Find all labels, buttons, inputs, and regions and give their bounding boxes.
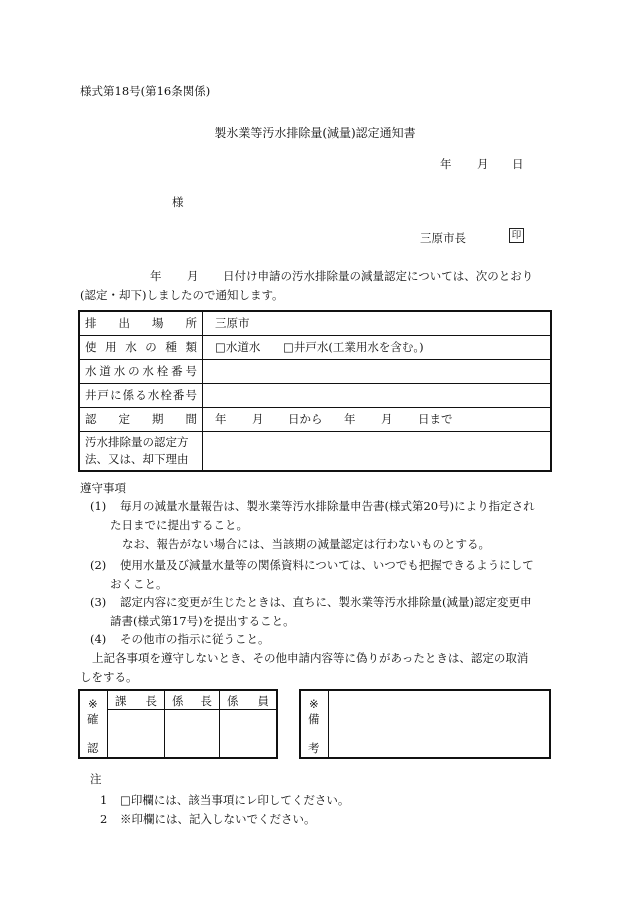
period-to: 日まで	[418, 412, 453, 426]
method-reason-value[interactable]	[203, 431, 552, 471]
closing-line1: 上記各事項を遵守しないとき、その他申請内容等に偽りがあったときは、認定の取消	[92, 651, 529, 665]
note-item	[100, 811, 316, 827]
tap-number-label: 水道水の水栓番号	[79, 359, 203, 383]
date-month-label: 月	[477, 157, 489, 171]
addressee-suffix: 様	[172, 195, 184, 209]
discharge-location-label: 排出場所	[79, 311, 203, 335]
col-staff: 係員	[227, 694, 269, 708]
table-row	[79, 359, 551, 383]
intro-month: 月	[187, 269, 199, 283]
period-month2: 月	[381, 412, 393, 426]
discharge-location-value: 三原市	[203, 311, 552, 335]
note-number: 1	[100, 793, 108, 807]
compliance-item-1	[80, 497, 550, 554]
confirm-label-bottom: 認	[87, 741, 99, 755]
issue-date	[440, 156, 524, 172]
period-value	[203, 407, 552, 431]
well-tap-number-label: 井戸に係る水栓番号	[79, 383, 203, 407]
issuer-name: 三原市長	[420, 231, 466, 245]
notes-heading: 注	[90, 772, 102, 786]
table-row	[79, 311, 551, 335]
document-title: 製氷業等汚水排除量(減量)認定通知書	[214, 126, 416, 140]
note-number: 2	[100, 812, 108, 826]
item-text-note: なお、報告がない場合には、当該期の減量認定は行わないものとする。	[122, 537, 490, 551]
item-text: その他市の指示に従うこと。	[120, 632, 270, 646]
method-reason-label-line2: 法、又は、却下理由	[85, 451, 189, 466]
remarks-label-top: 備	[308, 712, 320, 726]
item-text: 使用水量及び減量水量等の関係資料については、いつでも把握できるようにして	[120, 558, 534, 572]
confirmation-box	[78, 689, 278, 759]
date-day-label: 日	[512, 157, 524, 171]
table-row	[79, 335, 551, 359]
item-text: 認定内容に変更が生じたときは、直ちに、製氷業等汚水排除量(減量)認定変更申	[120, 595, 532, 609]
item-number: (4)	[90, 632, 107, 646]
intro-year: 年	[150, 269, 162, 283]
col-subsection-chief: 係長	[172, 694, 212, 708]
well-water-checkbox[interactable]: □井戸水(工業用水を含む。)	[283, 340, 424, 354]
form-number: 様式第18号(第16条関係)	[80, 84, 211, 98]
item-number: (2)	[90, 558, 107, 572]
method-reason-label	[79, 431, 203, 471]
certification-table	[78, 310, 552, 472]
note-text: □印欄には、該当事項にレ印してください。	[120, 793, 350, 807]
table-row	[79, 431, 551, 471]
date-year-label: 年	[440, 157, 452, 171]
col-section-chief: 課長	[115, 694, 157, 708]
method-reason-label-line1: 汚水排除量の認定方	[85, 434, 189, 449]
intro-line2: (認定・却下)しましたので通知します。	[80, 288, 284, 302]
tap-water-checkbox[interactable]: □水道水	[215, 340, 261, 354]
tap-number-value[interactable]	[203, 359, 552, 383]
period-from: 日から	[288, 412, 323, 426]
water-type-label: 使用水の種類	[79, 335, 203, 359]
confirm-mark: ※	[88, 697, 98, 711]
compliance-item-2	[80, 556, 550, 594]
item-text-cont: 請書(様式第17号)を提出すること。	[110, 614, 295, 628]
compliance-item-3	[80, 593, 550, 631]
note-text: ※印欄には、記入しないでください。	[120, 812, 316, 826]
period-year: 年	[215, 412, 227, 426]
item-text-cont: た日までに提出すること。	[110, 518, 248, 532]
period-label: 認定期間	[79, 407, 203, 431]
well-tap-number-value[interactable]	[203, 383, 552, 407]
item-text: 毎月の減量水量報告は、製氷業等汚水排除量申告書(様式第20号)により指定され	[120, 499, 535, 513]
intro-line1-text: 日付け申請の汚水排除量の減量認定については、次のとおり	[223, 269, 534, 283]
item-text-cont: おくこと。	[110, 577, 168, 591]
compliance-item-4	[80, 630, 550, 649]
item-number: (3)	[90, 595, 107, 609]
closing-line2: しをする。	[80, 670, 138, 684]
note-item	[100, 792, 349, 808]
water-type-options	[203, 335, 552, 359]
item-number: (1)	[90, 499, 107, 513]
period-month: 月	[252, 412, 264, 426]
period-year2: 年	[344, 412, 356, 426]
seal-mark: 印	[509, 228, 524, 243]
intro-paragraph	[80, 267, 533, 305]
confirm-label-top: 確	[87, 712, 99, 726]
table-row	[79, 383, 551, 407]
remarks-label-bottom: 考	[308, 741, 320, 755]
table-row	[79, 407, 551, 431]
remarks-box	[299, 689, 551, 759]
remarks-mark: ※	[309, 697, 319, 711]
compliance-closing	[80, 649, 550, 687]
compliance-heading: 遵守事項	[80, 481, 126, 495]
